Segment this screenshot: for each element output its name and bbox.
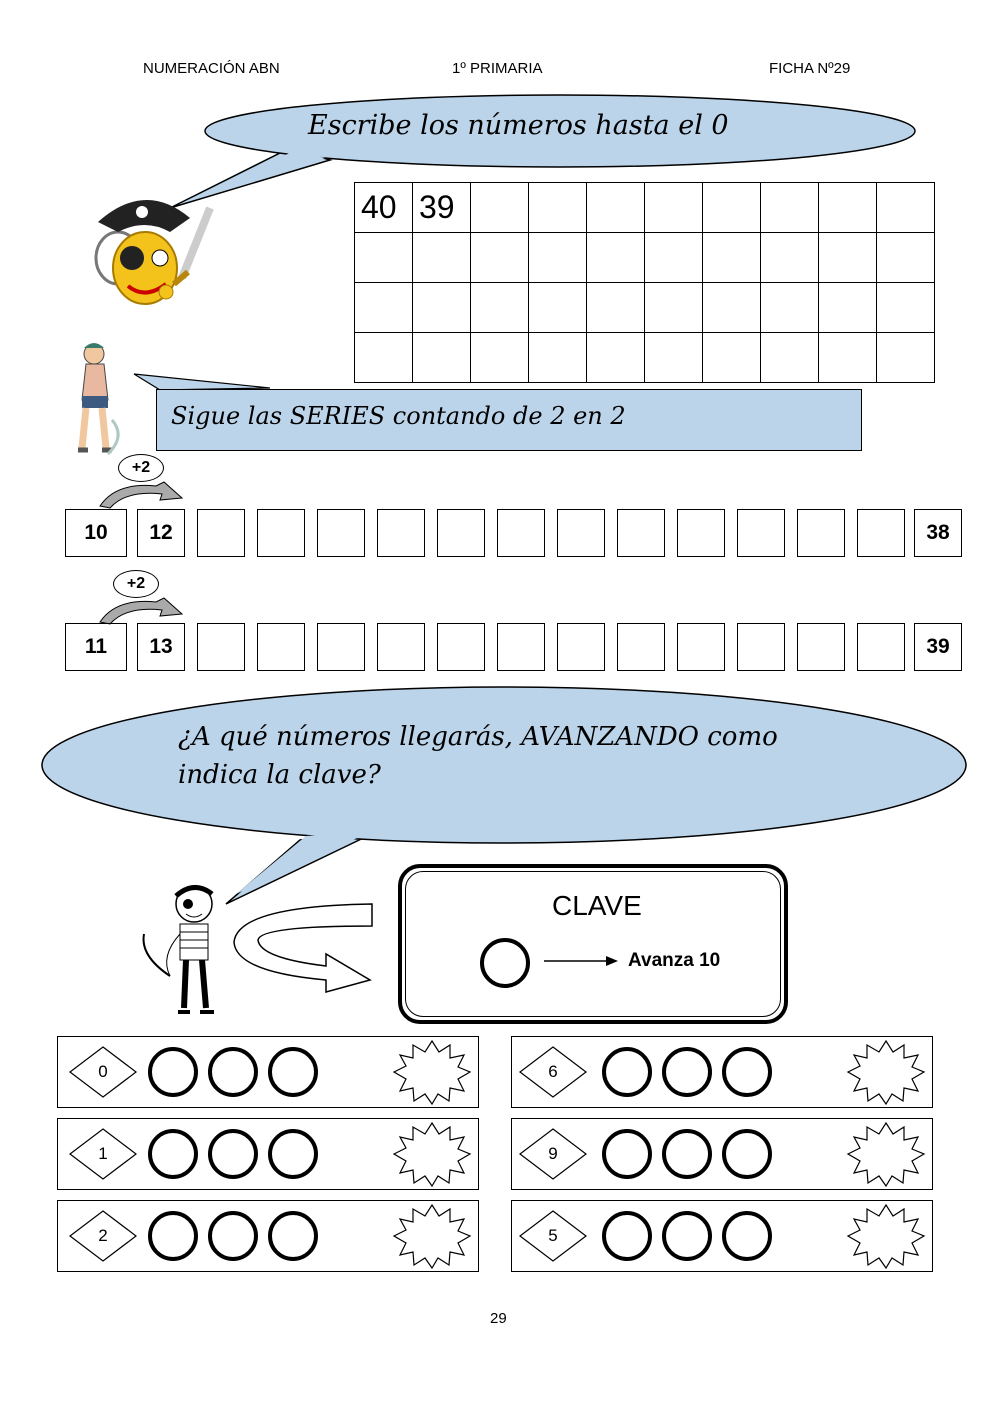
arrow-right-icon [544, 954, 620, 968]
exercise-row [57, 1200, 479, 1272]
starburst-icon[interactable] [392, 1203, 472, 1269]
answer-circle[interactable] [722, 1129, 772, 1179]
answer-circle[interactable] [208, 1047, 258, 1097]
series-blank-box[interactable] [497, 509, 545, 557]
answer-circle[interactable] [148, 1129, 198, 1179]
series-blank-box[interactable] [797, 623, 845, 671]
series-blank-box[interactable] [197, 509, 245, 557]
starburst-icon[interactable] [846, 1121, 926, 1187]
answer-circle[interactable] [602, 1129, 652, 1179]
series1-start-box: 10 [65, 509, 127, 557]
grid-cell[interactable] [876, 182, 935, 233]
answer-circle[interactable] [268, 1211, 318, 1261]
series2-end-box: 39 [914, 623, 962, 671]
grid-cell[interactable] [354, 232, 413, 283]
header-grade: 1º PRIMARIA [452, 60, 543, 77]
series-blank-box[interactable] [617, 623, 665, 671]
answer-circle[interactable] [662, 1047, 712, 1097]
series-blank-box[interactable] [257, 509, 305, 557]
series-blank-box[interactable] [437, 509, 485, 557]
series1-second-box: 12 [137, 509, 185, 557]
step-label: +2 [118, 454, 164, 482]
series-blank-box[interactable] [377, 509, 425, 557]
grid-cell[interactable] [412, 282, 471, 333]
key-title: CLAVE [552, 890, 642, 921]
answer-circle[interactable] [268, 1047, 318, 1097]
series-blank-box[interactable] [677, 623, 725, 671]
answer-circle[interactable] [148, 1047, 198, 1097]
grid-cell[interactable] [876, 282, 935, 333]
series-blank-box[interactable] [557, 509, 605, 557]
series-blank-box[interactable] [797, 509, 845, 557]
grid-cell: 40 [354, 182, 413, 233]
series2-start-box: 11 [65, 623, 127, 671]
grid-cell[interactable] [528, 232, 587, 283]
start-number: 5 [548, 1226, 558, 1245]
starburst-icon[interactable] [392, 1121, 472, 1187]
answer-circle[interactable] [208, 1211, 258, 1261]
grid-cell[interactable] [644, 282, 703, 333]
grid-cell[interactable] [586, 182, 645, 233]
start-number: 6 [548, 1062, 558, 1081]
answer-circle[interactable] [148, 1211, 198, 1261]
series-blank-box[interactable] [737, 509, 785, 557]
series2-second-box: 13 [137, 623, 185, 671]
grid-cell[interactable] [760, 282, 819, 333]
answer-circle[interactable] [662, 1211, 712, 1261]
header-sheet-number: FICHA Nº29 [769, 60, 851, 77]
series-blank-box[interactable] [617, 509, 665, 557]
grid-cell[interactable] [412, 232, 471, 283]
start-number: 9 [548, 1144, 558, 1163]
key-rule: Avanza 10 [628, 950, 721, 971]
grid-cell[interactable] [586, 232, 645, 283]
grid-cell[interactable] [702, 282, 761, 333]
grid-cell[interactable] [644, 182, 703, 233]
grid-cell[interactable] [528, 182, 587, 233]
answer-circle[interactable] [722, 1047, 772, 1097]
series-blank-box[interactable] [317, 623, 365, 671]
start-number: 2 [98, 1226, 108, 1245]
exercise-row [511, 1036, 933, 1108]
instruction-write-numbers: Escribe los números hasta el 0 [308, 110, 729, 141]
question-line-1: ¿A qué números llegarás, AVANZANDO como [178, 722, 778, 752]
starburst-icon[interactable] [846, 1039, 926, 1105]
answer-circle[interactable] [722, 1211, 772, 1261]
grid-cell[interactable] [760, 182, 819, 233]
curved-arrow-icon [96, 596, 188, 626]
answer-circle[interactable] [268, 1129, 318, 1179]
exercise-row [57, 1036, 479, 1108]
exercise-row [511, 1118, 933, 1190]
series-blank-box[interactable] [197, 623, 245, 671]
grid-cell[interactable] [354, 282, 413, 333]
series1-end-box: 38 [914, 509, 962, 557]
start-number: 1 [98, 1144, 108, 1163]
series-instruction-box [156, 389, 862, 451]
starburst-icon[interactable] [392, 1039, 472, 1105]
grid-cell[interactable] [528, 282, 587, 333]
instruction-series: Sigue las SERIES contando de 2 en 2 [171, 402, 626, 430]
series-blank-box[interactable] [317, 509, 365, 557]
page-number: 29 [490, 1310, 507, 1327]
series-blank-box[interactable] [857, 509, 905, 557]
answer-circle[interactable] [662, 1129, 712, 1179]
grid-cell[interactable] [644, 232, 703, 283]
series-blank-box[interactable] [437, 623, 485, 671]
pirate-emoji-icon [70, 188, 220, 320]
pirate-boy-icon [136, 876, 232, 1022]
answer-circle[interactable] [602, 1211, 652, 1261]
grid-cell[interactable] [702, 182, 761, 233]
series-blank-box[interactable] [737, 623, 785, 671]
header-subject: NUMERACIÓN ABN [143, 60, 280, 77]
grid-cell[interactable] [876, 232, 935, 283]
grid-cell[interactable] [470, 282, 529, 333]
question-line-2: indica la clave? [178, 760, 381, 790]
curved-arrow-icon [96, 480, 188, 510]
grid-cell[interactable] [818, 282, 877, 333]
series-blank-box[interactable] [557, 623, 605, 671]
series-blank-box[interactable] [677, 509, 725, 557]
grid-cell[interactable] [818, 182, 877, 233]
grid-cell[interactable] [470, 232, 529, 283]
series-blank-box[interactable] [857, 623, 905, 671]
curved-arrow-icon [230, 900, 376, 994]
grid-cell: 39 [412, 182, 471, 233]
exercise-row [511, 1200, 933, 1272]
key-box [398, 864, 788, 1024]
step-label: +2 [113, 570, 159, 598]
circle-icon [480, 938, 530, 988]
grid-cell[interactable] [470, 182, 529, 233]
start-number: 0 [98, 1062, 108, 1081]
grid-cell[interactable] [586, 282, 645, 333]
series-blank-box[interactable] [497, 623, 545, 671]
answer-circle[interactable] [208, 1129, 258, 1179]
exercise-row [57, 1118, 479, 1190]
grid-cell[interactable] [760, 232, 819, 283]
series-blank-box[interactable] [377, 623, 425, 671]
grid-cell[interactable] [702, 232, 761, 283]
starburst-icon[interactable] [846, 1203, 926, 1269]
series-blank-box[interactable] [257, 623, 305, 671]
grid-cell[interactable] [818, 232, 877, 283]
answer-circle[interactable] [602, 1047, 652, 1097]
